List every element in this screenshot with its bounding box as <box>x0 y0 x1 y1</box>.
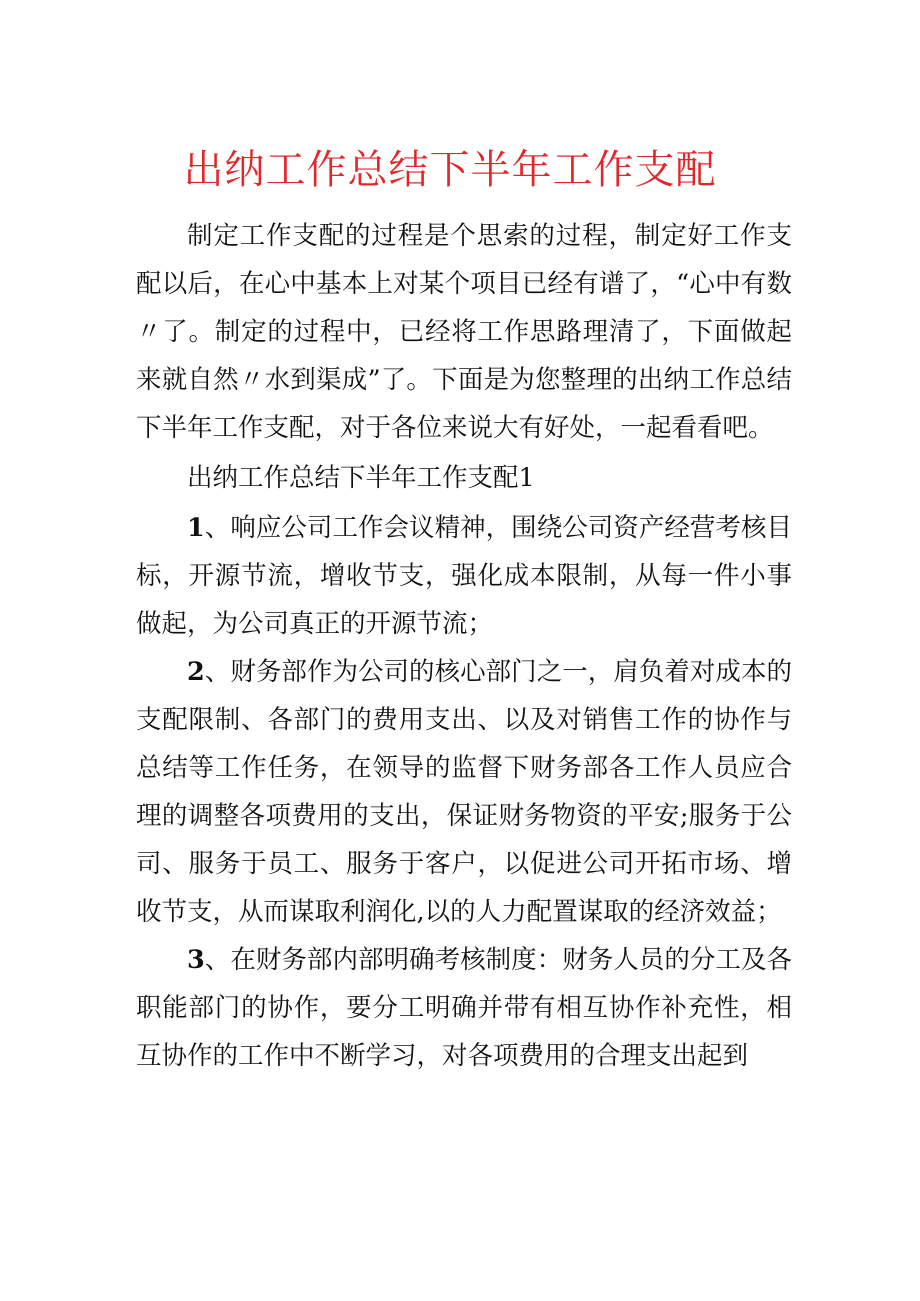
document-title: 出纳工作总结下半年工作支配 <box>183 147 717 193</box>
intro-paragraph: 制定工作支配的过程是个思索的过程，制定好工作支配以后，在心中基本上对某个项目已经有谱了，“心中有数〃了。制定的过程中，已经将工作思路理清了，下面做起来就自然〃水到渠成”了。下面是为您整理的出纳工作总结下半年工作支配，对于各位来说大有好处，一起看看吧。 <box>136 221 792 443</box>
document-body <box>136 212 792 1080</box>
item-text: 、响应公司工作会议精神，围绕公司资产经营考核目标，开源节流，增收节支，强化成本限制，从每一件小事做起，为公司真正的开源节流； <box>136 513 792 639</box>
item-number: 1 <box>187 513 205 543</box>
list-item <box>136 648 792 936</box>
item-text: 、财务部作为公司的核心部门之一，肩负着对成本的支配限制、各部门的费用支出、以及对销售工作的协作与总结等工作任务，在领导的监督下财务部各工作人员应合理的调整各项费用的支出，保证财务物资的平安;服务于公司、服务于员工、服务于客户，以促进公司开拓市场、增收节支，从而谋取利润化,以的人力配置谋取的经济效益； <box>136 657 792 927</box>
item-text: 、在财务部内部明确考核制度：财务人员的分工及各职能部门的协作，要分工明确并带有相互协作补充性，相互协作的工作中不断学习，对各项费用的合理支出起到 <box>136 945 792 1071</box>
section-heading: 出纳工作总结下半年工作支配1 <box>187 463 535 493</box>
item-number: 2 <box>187 657 205 687</box>
item-number: 3 <box>187 945 205 975</box>
list-item <box>136 936 792 1080</box>
list-item <box>136 504 792 648</box>
